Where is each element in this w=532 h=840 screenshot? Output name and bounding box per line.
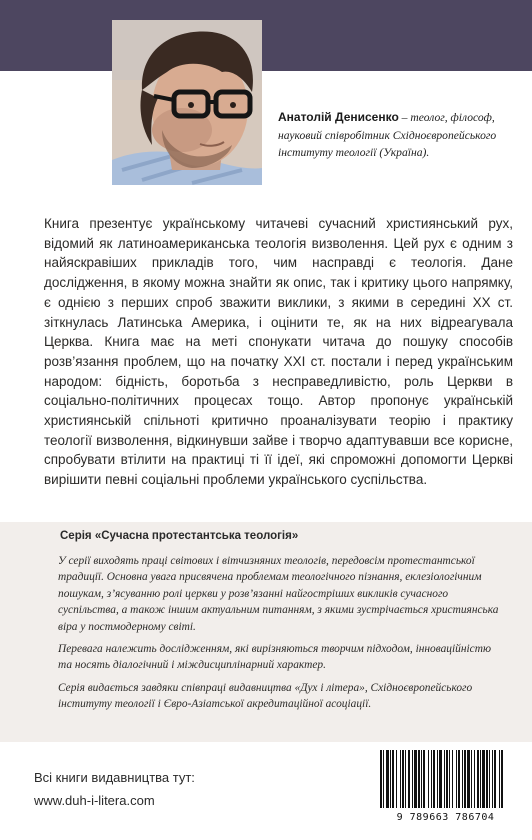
barcode-digits: 9 789663 786704 <box>396 812 495 823</box>
series-paragraph: Серія видається завдяки співпраці видавництва «Дух і літера», Східноєвропейського інституту теології і Євро-Азіатської акредитаційної асоціації. <box>58 681 473 711</box>
author-bio <box>278 109 520 162</box>
publisher-books-label: Всі книги видавництва тут: <box>34 770 195 785</box>
top-color-band <box>0 0 532 71</box>
series-paragraph: У серії виходять праці світових і вітчизняних теологів, передовсім протестантської традиції. Основна увага присвячена проблемам теологічного пізнання, еклезіологічним пошукам, з’ясуванню ролі церкви у розв’язанні найгостріших викликів сучасного суспільства, а також іншим актуальним питанням, з якими зустрічається християнська віра у постмодерному світі. <box>58 555 499 633</box>
series-title: Серія «Сучасна протестантська теологія» <box>60 530 299 542</box>
barcode-bars-image <box>372 748 519 810</box>
series-description <box>58 553 506 719</box>
series-paragraph: Перевага належить дослідженням, які вирізняються творчим підходом, інноваційністю та носять діалогічний і міждисциплінарний характер. <box>58 643 491 672</box>
author-name: Анатолій Денисенко <box>278 110 399 124</box>
book-description: Книга презентує українському читачеві сучасний християнський рух, відомий як латиноамериканська теологія визволення. Цей рух є одним з найяскравіших прикладів того, чим насправді є теологія. Дане дослідження, в якому можна знайти як опис, так і критику цього напрямку, є однією з перших спроб зважити виклики, з якими в середині XX ст. зіткнулась Латинська Америка, і оцінити те, як на них відреагувала Церква. Книга має на меті спонукати читача до пошуку способів розв’язання проблем, що на початку XXI ст. постали і перед українським народом: бідність, боротьба з несправедливістю, роль Церкви в соціально-політичних процесах тощо. Автор пропонує українській християнській спільноті критично проаналізувати теорію і практику теології визволення, відкинувши зайве і творчо адаптувавши все корисне, спробувати втілити на практиці ті її ідеї, які спроможні допомогти Церкві вирішити певні соціальні проблеми українського суспільства. <box>44 216 513 488</box>
author-photo <box>112 20 262 185</box>
author-portrait-image <box>112 20 262 185</box>
publisher-website-link[interactable]: www.duh-i-litera.com <box>34 793 155 808</box>
author-role: – теолог, філософ, науковий співробітник Східноєвропейського інституту теології (Україна). <box>278 111 497 159</box>
